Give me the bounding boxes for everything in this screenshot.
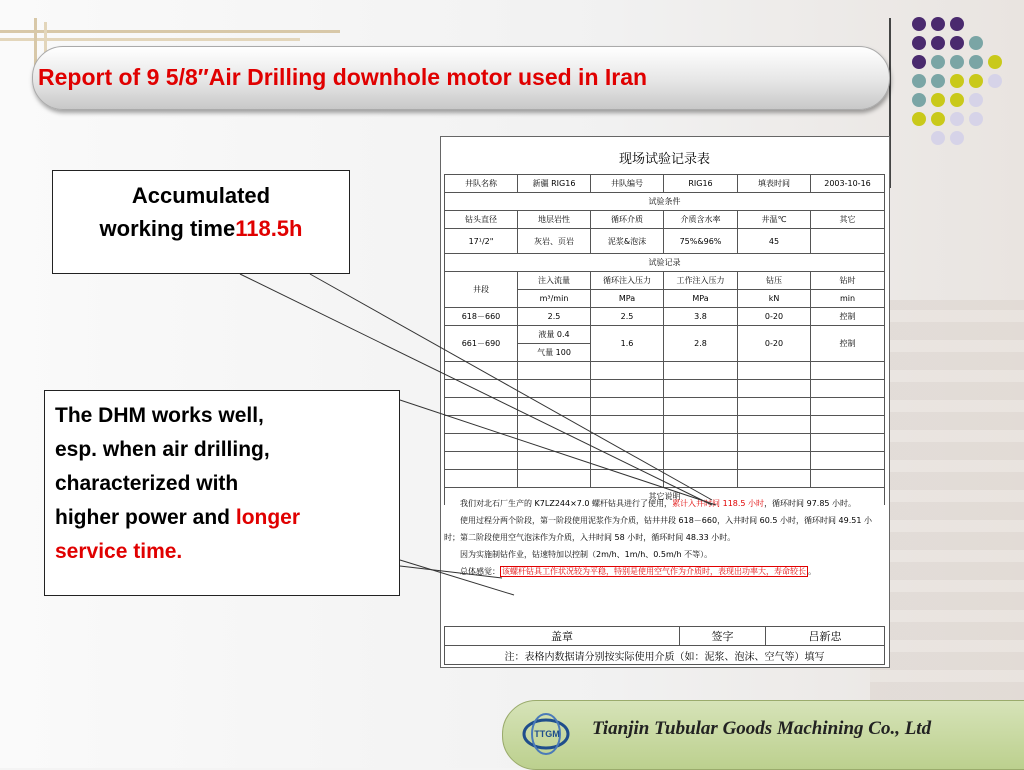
cell: 地层岩性 — [518, 211, 591, 229]
cell: 钻时 — [811, 272, 885, 290]
note-4-end: 。 — [808, 567, 816, 576]
cell: 注入流量 — [518, 272, 591, 290]
dhm-line2: esp. when air drilling, — [55, 438, 270, 461]
cell: kN — [738, 290, 811, 308]
cell: 2.8 — [664, 326, 738, 362]
cell: 0-20 — [738, 326, 811, 362]
cell: 液量 0.4 — [518, 326, 591, 344]
cell: 泥浆&泡沫 — [591, 229, 664, 254]
cell: 介质含水率 — [664, 211, 738, 229]
cell: 气量 100 — [518, 344, 591, 362]
cell: 签字 — [680, 627, 766, 646]
cell: 工作注入压力 — [664, 272, 738, 290]
cell: 0-20 — [738, 308, 811, 326]
form-title: 现场试验记录表 — [619, 151, 711, 167]
cell: 其它 — [811, 211, 885, 229]
note-1-a: 我们对北石厂生产的 K7LZ244×7.0 螺杆钻具进行了使用， — [460, 499, 673, 508]
cell: 循环介质 — [591, 211, 664, 229]
section-label: 试验记录 — [445, 254, 885, 272]
cell: 井队名称 — [445, 175, 518, 193]
logo-text: TTGM — [534, 729, 560, 739]
accumulated-label: working time — [99, 216, 236, 241]
dhm-line3: characterized with — [55, 472, 239, 495]
note-4-label: 总体感觉： — [460, 567, 500, 576]
cell: 新疆 RIG16 — [518, 175, 591, 193]
cell: 618－660 — [445, 308, 518, 326]
cell: 控制 — [811, 326, 885, 362]
cell: min — [811, 290, 885, 308]
note-4-red: 该螺杆钻具工作状况较为平稳，特别是使用空气作为介质时，表现出功率大，寿命较长 — [502, 567, 806, 576]
cell: 井温℃ — [738, 211, 811, 229]
cell: 井段 — [445, 272, 518, 308]
cell: MPa — [591, 290, 664, 308]
note-2: 使用过程分两个阶段，第一阶段使用泥浆作为介质，钻井井段 618－660，入井时间 60.5 小时，循环时间 49.51 小时；第二阶段使用空气泡沫作为介质，入井时间 58 小时，循环时间 48.33 小时。 — [444, 516, 872, 542]
callout-line — [240, 274, 712, 505]
callout-line — [400, 566, 502, 578]
cell: 盖章 — [445, 627, 680, 646]
company-name: Tianjin Tubular Goods Machining Co., Ltd — [592, 718, 932, 739]
dhm-line4-red: longer — [235, 506, 301, 529]
footnote: 注：表格内数据请分别按实际使用介质（如：泥浆、泡沫、空气等）填写 — [445, 646, 885, 665]
dhm-line4-text: higher power and — [55, 506, 236, 529]
note-3: 因为实施制钻作业，钻速特加以控制（2m/h、1m/h、0.5m/h 不等）。 — [460, 550, 713, 559]
note-1-red: 累计入井时间 118.5 小时 — [672, 499, 765, 508]
cell: 控制 — [811, 308, 885, 326]
cell: 2003-10-16 — [811, 175, 885, 193]
accumulated-line1: Accumulated — [131, 183, 271, 208]
accumulated-value: 118.5h — [235, 216, 303, 241]
cell: 循环注入压力 — [591, 272, 664, 290]
cell: 75%&96% — [664, 229, 738, 254]
note-1-b: ，循环时间 97.85 小时。 — [764, 499, 857, 508]
cell: 吕新忠 — [766, 627, 885, 646]
cell: 3.8 — [664, 308, 738, 326]
dhm-line5: service time. — [55, 540, 183, 563]
cell: 17¹/2" — [445, 229, 518, 254]
cell: 2.5 — [518, 308, 591, 326]
cell: 灰岩、页岩 — [518, 229, 591, 254]
cell: MPa — [664, 290, 738, 308]
cell: 钻压 — [738, 272, 811, 290]
callout-line — [310, 274, 712, 500]
slide-title: Report of 9 5/8″Air Drilling downhole motor used in Iran — [38, 64, 648, 90]
cell: 1.6 — [591, 326, 664, 362]
dhm-line1: The DHM works well, — [55, 404, 264, 427]
cell: 45 — [738, 229, 811, 254]
cell: 661－690 — [445, 326, 518, 362]
cell: 钻头直径 — [445, 211, 518, 229]
cell: 2.5 — [591, 308, 664, 326]
cell: RIG16 — [664, 175, 738, 193]
cell: m³/min — [518, 290, 591, 308]
ttgm-logo — [520, 712, 574, 756]
section-label: 试验条件 — [445, 193, 885, 211]
section-label: 其它说明 — [445, 488, 885, 506]
cell: 填表时间 — [738, 175, 811, 193]
cell: 井队编号 — [591, 175, 664, 193]
callout-line — [400, 400, 716, 505]
